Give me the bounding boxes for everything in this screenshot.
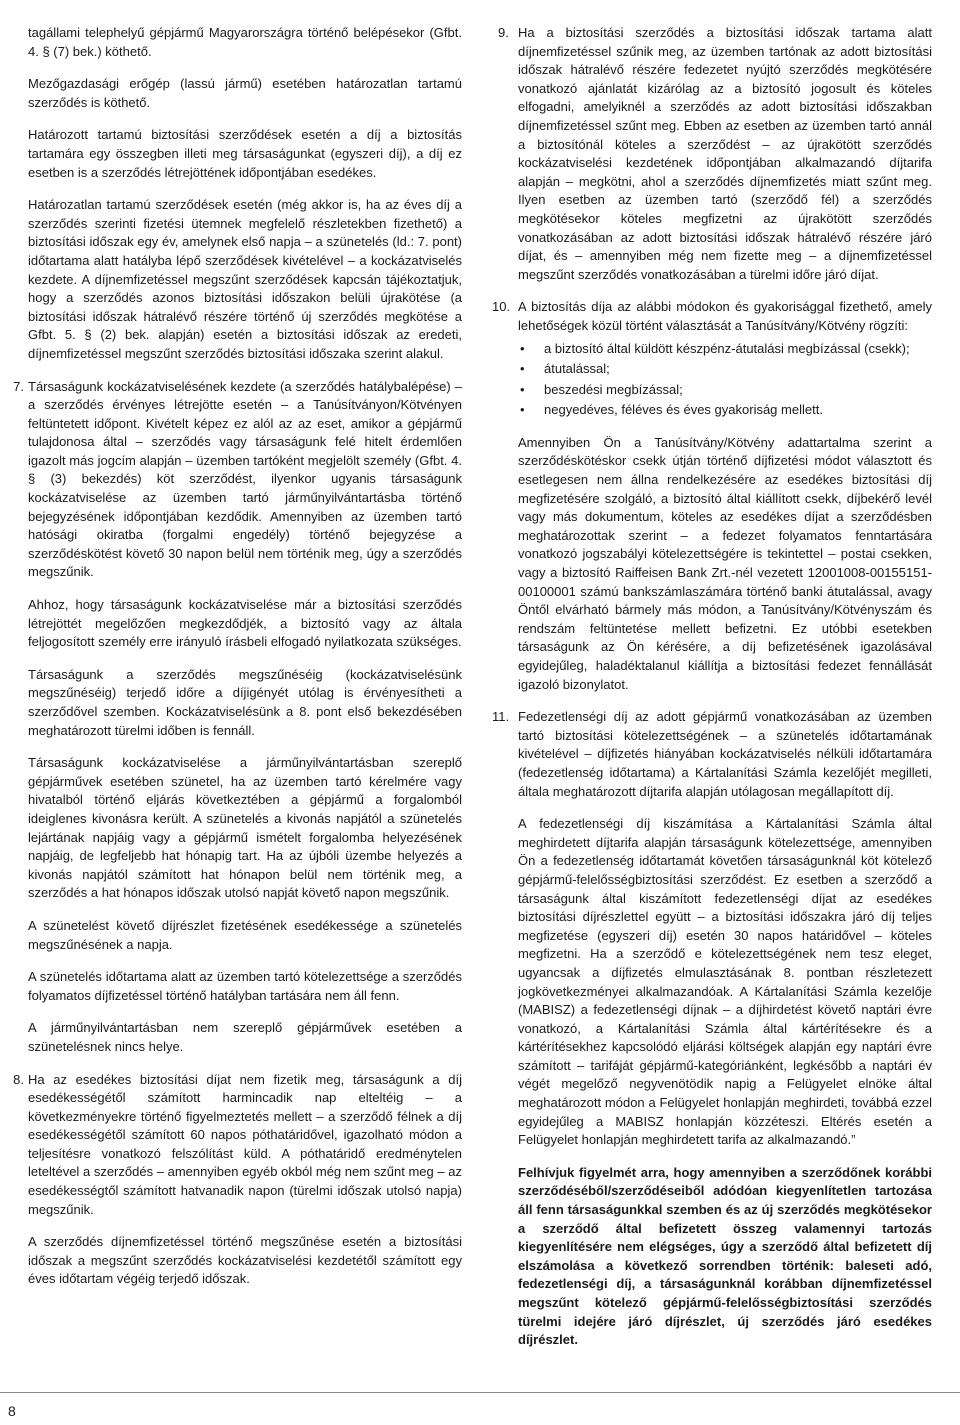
section-7 [13, 378, 462, 1057]
paragraph: Fedezetlenségi díj az adott gépjármű vonatkozásában az üzemben tartó biztosítási kötelezettségének – a szünetelés időtartamának kivételével – díjfizetés hiányában kockázatviselés nélküli időtartamára (fedezetlenség időtartama) a Kártalanítási Számla kezelőjét megilleti, általa meghatározott díjtarifa alapján utólagosan megállapított díj. [518, 709, 932, 799]
paragraph: A szünetelést követő díjrészlet fizetésének esedékessége a szünetelés megszűnésének a napja. [28, 917, 462, 952]
list-item: • beszedési megbízással; [518, 381, 932, 400]
paragraph: A szerződés díjnemfizetéssel történő megszűnése esetén a biztosítási időszak a megszűnt szerződés kockázatviselési kezdetétől számított egy éves időtartam végéig terjedő időszak. [28, 1234, 462, 1287]
section-11 [492, 708, 932, 1350]
section-number: 9. [498, 25, 509, 40]
paragraph: Társaságunk a szerződés megszűnéséig (kockázatviselésünk megszűnéséig) terjedő időre a díjigényét utólag is érvényesítheti a szerződővel szemben. Kockázatviselésünk a 8. pont első bekezdésében meghatározott türelmi időben is fennáll. [28, 666, 462, 738]
paragraph: A fedezetlenségi díj kiszámítása a Kártalanítási Számla által meghirdetett díjtarifa alapján társaságunk kötelezettsége, amennyiben Ön a fedezetlenség időtartamát követően társaságunknál köt kötelező gépjármű-felelősségbiztosítási szerződést. Ez esetben a szerződő a társaságunk által kiszámított fedezetlenségi díjat az esedékes biztosítási díjrészlettel együtt – a biztosítási időszakra járó díj teljes megfizetése (egyszeri díj) esetén 30 napos határidővel – köteles megfizetni. Ha a szerződő e kötelezettségének nem tesz eleget, ugyancsak a díjfizetés elmulasztásának 8. pontban részletezett jogkövetkezményei alkalmazandóak. A Kártalanítási Számla kezelője (MABISZ) a fedezetlenségi díjnak – a díjhirdetést követő naptári évre vonatkozó, a Kártalanítási Számla által kártérítésekre és a kártérítésekhez kapcsolódó eljárási költségek alapján egy naptári évre számított – tarifáját gépjármű-kategóriánként, legkésőbb a naptári év végét megelőző negyvenötödik napig a Felügyelet elnöke által meghatározott módon a Felügyelet honlapján meghirdeti, továbbá ezzel egyidejűleg a MABISZ honlapján közzéteszi. Eltérés esetén a Felügyelet honlapján meghirdetett tarifa az alkalmazandó.” [518, 816, 932, 1148]
paragraph: tagállami telephelyű gépjármű Magyarországra történő belépésekor (Gfbt. 4. § (7) bek.) köthető. [28, 25, 462, 59]
page-number: 8 [8, 1403, 16, 1419]
section-9 [498, 24, 932, 284]
paragraph: A biztosítás díja az alábbi módokon és gyakorisággal fizethető, amely lehetőségek közül történt választását a Tanúsítvány/Kötvény rögzíti: [518, 299, 932, 333]
list-item: • a biztosító által küldött készpénz-átutalási megbízással (csekk); [518, 340, 932, 359]
right-column [492, 24, 932, 1364]
section-10 [492, 298, 932, 694]
section-number: 8. [13, 1071, 24, 1087]
paragraph: Ha az esedékes biztosítási díjat nem fizetik meg, társaságunk a díj esedékességétől számított harmincadik nap elteltéig – a következményekre történő figyelmeztetés mellett – a szerződő félnek a díj esedékességétől számított 60 napos póthatáridővel, igazolható módon a teljesítésre vonatkozó felszólítást küld. A póthatáridő eredménytelen leteltével a szerződés – amennyiben egyéb okból még nem szűnt meg – az esedékességtől számított hatvanadik napon (türelmi időszak utolsó napja) megszűnik. [28, 1071, 462, 1217]
paragraph: Mezőgazdasági erőgép (lassú jármű) esetében határozatlan tartamú szerződés is köthető. [28, 76, 462, 110]
paragraph: Amennyiben Ön a Tanúsítvány/Kötvény adattartalma szerint a szerződéskötéskor csekk útján történő díjfizetési módot választott és esetlegesen nem állna rendelkezésére az esedékes biztosítási díj megfizetésére szolgáló, a biztosító által kiállított csekk, díjbekérő levél vagy más dokumentum, köteles az esedékes díjat a szerződésben meghatározottak szerint – a fedezet folyamatos fenntartására vonatkozó jogszabályi kötelezettségére is tekintettel – postai csekken, vagy a biztosító Raiffeisen Bank Zrt.-nél vezetett 12001008-00155151-00100001 számú bankszámlaszámára történő banki átutalással, avagy Öntől elvárható bármely más módon, a Tanúsítvány/Kötvényszám és rendszám feltüntetése mellett befizetni. Ez utóbbi esetekben társaságunk az Ön kérésére, a díj befizetésének igazolásával egyidejűleg, haladéktalanul kiállítja a biztosítási fedezet fennállását igazoló bizonylatot. [518, 434, 932, 692]
section-number: 11. [492, 709, 510, 725]
paragraph: Ahhoz, hogy társaságunk kockázatviselése már a biztosítási szerződés létrejöttét megelőzően megkezdődjék, a biztosító vagy az általa feljogosított személy erre irányuló írásbeli elfogadó nyilatkozata szükséges. [28, 597, 462, 650]
paragraph: A járműnyilvántartásban nem szereplő gépjárművek esetében a szünetelésnek nincs helye. [28, 1020, 462, 1054]
section-number: 7. [13, 378, 24, 394]
paragraph: A szünetelés időtartama alatt az üzemben tartó kötelezettsége a szerződés folyamatos díjfizetéssel történő hatályban tartására nem áll fenn. [28, 969, 462, 1003]
left-column [13, 24, 462, 1303]
section-number: 10. [492, 299, 511, 315]
paragraph: Határozott tartamú biztosítási szerződések esetén a díj a biztosítás tartamára egy összegben illeti meg társaságunkat (egyszeri díj), a díj ez esetben is a szerződés létrejöttének időpontjában esedékes. [28, 127, 462, 180]
section-8 [13, 1071, 462, 1290]
paragraph: Ha a biztosítási szerződés a biztosítási időszak tartama alatt díjnemfizetéssel szűnik meg, az üzemben tartónak az adott biztosítási időszak hátralévő részére fedezetet nyújtó szerződés megkötésére vonatkozó ajánlatát kizárólag az a biztosító jogosult és köteles elfogadni, amelyiknél a szerződés az adott biztosítási időszakban díjnemfizetéssel szűnt meg. Ebben az esetben az üzemben tartó annál a biztosítónál köteles a szerződést – az újrakötött szerződés kockázatviselési kezdetének időpontjában alkalmazandó díjtarifa alapján – megkötni, ahol a szerződés díjnemfizetés miatt szűnt meg. Ilyen esetben az üzemben tartó (szerződő fél) a szerződés megkötésekor köteles megfizetni az újrakötött szerződés vonatkozásában az adott biztosítási időszak hátralévő részére járó díjat, és – amennyiben még nem fizette meg – a díjnemfizetéssel megszűnt szerződés vonatkozásában a türelmi időre járó díjat. [518, 25, 932, 282]
paragraph: Határozatlan tartamú szerződések esetén (még akkor is, ha az éves díj a szerződés szerinti fizetési ütemnek megfelelő részletekben fizethető) a biztosítási időszak egy év, amelynek első napja – a szünetelés (ld.: 7. pont) időtartama alatt hatályba lépő szerződések kivételével – a kockázatviselés kezdete. A díjnemfizetéssel megszűnt szerződések kapcsán tájékoztatjuk, hogy a szerződés azonos biztosítási időszakon belüli újrakötése (a biztosítási időszak hátralévő részére történő új szerződés megkötése a Gfbt. 5. § (2) bek. alapján) esetén a biztosítási időszak az eredeti, díjnemfizetéssel megszűnt szerződés biztosítási időszaka szerint alakul. [28, 197, 462, 361]
list-item: • negyedéves, féléves és éves gyakoriság mellett. [518, 401, 932, 420]
list-item: • átutalással; [518, 360, 932, 379]
notice-paragraph: Felhívjuk figyelmét arra, hogy amennyiben a szerződőnek korábbi szerződéséből/szerződéseiből adódóan kiegyenlítetlen tartozása áll fenn társaságunkkal szemben és az új szerződés megkötésekor a szerződő által befizetett összeg valamennyi tartozás kiegyenlítésére nem elégséges, úgy a szerződő által befizetett díj elszámolása a következő sorrendben történik: baleseti adó, fedezetlenségi díj, a társaságunknál korábban díjnemfizetéssel megszűnt kötelező gépjármű-felelősségbiztosítási szerződés türelmi idejére járó díjrészlet, új szerződés járó esedékes díjrészlet. [518, 1164, 932, 1348]
footer-divider [0, 1392, 960, 1393]
paragraph: Társaságunk kockázatviselése a járműnyilvántartásban szereplő gépjárművek esetében szünetel, ha az üzemben tartó kérelmére vagy hivatalból történő eljárás következtében a gépjármű a forgalomból ideiglenes kivonásra került. A szünetelés a kivonás napjától a szünetelés lejártának napjáig vagy a gépjármű ismételt forgalomba helyezésének napjáig, de legfeljebb hat hónapig tart. Ha az újbóli üzembe helyezés a kivonás napjától számított hat hónapon belül nem történik meg, a szerződés a hat hónapos időszak utolsó napját követő napon megszűnik. [28, 755, 462, 901]
payment-method-list [518, 340, 932, 420]
paragraph: Társaságunk kockázatviselésének kezdete (a szerződés hatálybalépése) – a szerződés érvényes létrejötte esetén – a Tanúsítványon/Kötvényen feltüntetett időpont. Kivételt képez ez alól az az eset, amikor a gépjármű tulajdonosa által – szerződés vagy társaságunk felé hitelt érdemlően igazolt más jogcím alapján – üzemben tartóként megjelölt személy (Gfbt. 4. § (3) bekezdés) köt szerződést, ilyenkor ugyanis társaságunk kockázatviselése az üzemben tartó járműnyilvántartásba történő bejegyzésének időpontjában kezdődik. Amennyiben az üzemben tartó hatósági okiratba (forgalmi engedély) történő bejegyzése a szerződéskötést követő 30 napon belül nem történik meg, úgy a szerződés megszűnik. [28, 378, 462, 580]
